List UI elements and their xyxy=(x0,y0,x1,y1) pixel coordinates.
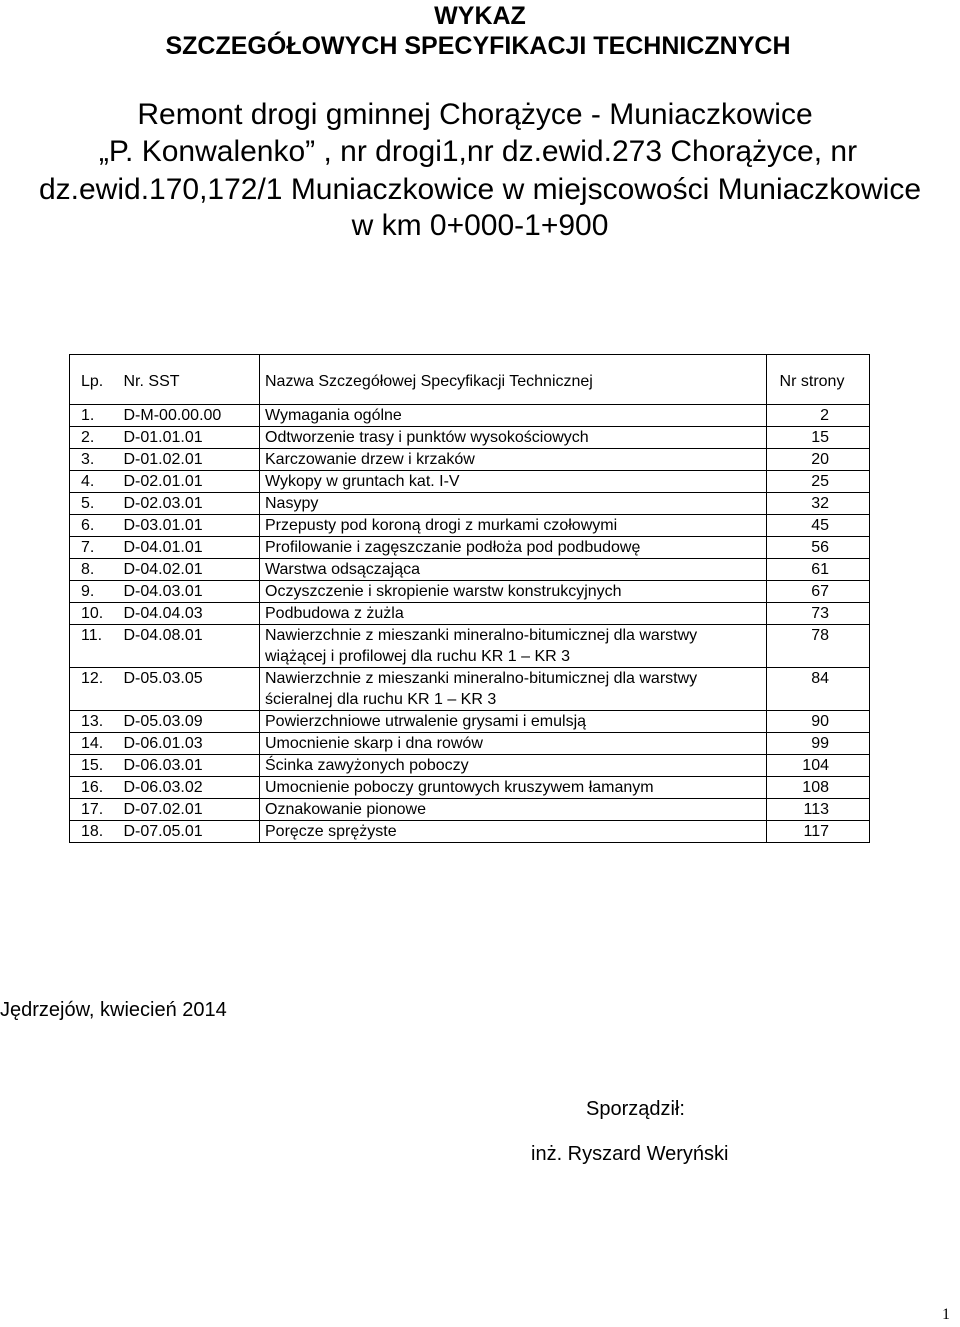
row-name-line: Wykopy w gruntach kat. I-V xyxy=(265,473,460,490)
row-name xyxy=(260,625,767,668)
row-code: D-07.05.01 xyxy=(122,821,260,843)
row-code: D-04.02.01 xyxy=(122,559,260,581)
row-code: D-03.01.01 xyxy=(122,515,260,537)
row-lp: 17. xyxy=(70,799,122,821)
table-row xyxy=(70,449,870,471)
table-header-row xyxy=(70,355,870,405)
row-page: 104 xyxy=(767,755,870,777)
row-page: 56 xyxy=(767,537,870,559)
row-code: D-M-00.00.00 xyxy=(122,405,260,427)
row-lp: 14. xyxy=(70,733,122,755)
row-lp: 9. xyxy=(70,581,122,603)
table-row xyxy=(70,799,870,821)
row-name-line: Przepusty pod koroną drogi z murkami czołowymi xyxy=(265,517,618,534)
table-row xyxy=(70,515,870,537)
row-lp: 2. xyxy=(70,427,122,449)
row-name-line: Nawierzchnie z mieszanki mineralno-bitumicznej dla warstwy xyxy=(265,627,698,644)
row-name xyxy=(260,821,767,843)
row-code: D-05.03.09 xyxy=(122,711,260,733)
table-row xyxy=(70,711,870,733)
row-lp: 8. xyxy=(70,559,122,581)
row-name xyxy=(260,405,767,427)
row-page: 61 xyxy=(767,559,870,581)
table-row xyxy=(70,733,870,755)
row-code: D-04.01.01 xyxy=(122,537,260,559)
table-row xyxy=(70,668,870,711)
header-name: Nazwa Szczegółowej Specyfikacji Technicznej xyxy=(260,355,767,405)
row-name xyxy=(260,449,767,471)
row-lp: 3. xyxy=(70,449,122,471)
row-code: D-02.01.01 xyxy=(122,471,260,493)
row-page: 2 xyxy=(767,405,870,427)
row-page: 32 xyxy=(767,493,870,515)
row-lp: 13. xyxy=(70,711,122,733)
row-name xyxy=(260,603,767,625)
row-name xyxy=(260,471,767,493)
row-name-line: Nawierzchnie z mieszanki mineralno-bitumicznej dla warstwy xyxy=(265,670,698,687)
row-name xyxy=(260,559,767,581)
place-date: Jędrzejów, kwiecień 2014 xyxy=(0,999,227,1021)
subtitle-line3: dz.ewid.170,172/1 Muniaczkowice w miejscowości Muniaczkowice xyxy=(38,173,922,206)
row-name-line: Podbudowa z żużla xyxy=(265,605,404,622)
header-page: Nr strony xyxy=(767,355,870,405)
row-lp: 7. xyxy=(70,537,122,559)
row-code: D-06.03.02 xyxy=(122,777,260,799)
row-name xyxy=(260,581,767,603)
row-page: 15 xyxy=(767,427,870,449)
row-page: 25 xyxy=(767,471,870,493)
row-code: D-04.04.03 xyxy=(122,603,260,625)
row-lp: 1. xyxy=(70,405,122,427)
row-name-line: Warstwa odsączająca xyxy=(265,561,421,578)
header-lp: Lp. xyxy=(70,355,122,405)
row-page: 108 xyxy=(767,777,870,799)
row-code: D-01.02.01 xyxy=(122,449,260,471)
row-name xyxy=(260,799,767,821)
row-name xyxy=(260,711,767,733)
row-name-line: Wymagania ogólne xyxy=(265,407,402,424)
row-page: 78 xyxy=(767,625,870,668)
table-row xyxy=(70,405,870,427)
spec-table xyxy=(69,354,870,843)
row-page: 99 xyxy=(767,733,870,755)
table-row xyxy=(70,559,870,581)
document-title-line1: WYKAZ xyxy=(434,2,526,30)
row-lp: 18. xyxy=(70,821,122,843)
row-name-line2: ścieralnej dla ruchu KR 1 – KR 3 xyxy=(265,691,497,708)
row-page: 20 xyxy=(767,449,870,471)
row-name-line: Nasypy xyxy=(265,495,319,512)
header-code: Nr. SST xyxy=(122,355,260,405)
row-page: 73 xyxy=(767,603,870,625)
row-lp: 10. xyxy=(70,603,122,625)
row-name xyxy=(260,515,767,537)
row-lp: 16. xyxy=(70,777,122,799)
subtitle-line1: Remont drogi gminnej Chorążyce - Muniaczkowice xyxy=(137,98,813,131)
row-lp: 4. xyxy=(70,471,122,493)
row-page: 84 xyxy=(767,668,870,711)
table-row xyxy=(70,427,870,449)
row-name xyxy=(260,427,767,449)
row-name-line: Poręcze sprężyste xyxy=(265,823,397,840)
subtitle-line2: „P. Konwalenko” , nr drogi1,nr dz.ewid.273 Chorążyce, nr xyxy=(98,135,858,168)
prepared-label: Sporządził: xyxy=(586,1098,685,1120)
row-lp: 6. xyxy=(70,515,122,537)
row-page: 113 xyxy=(767,799,870,821)
prepared-by: inż. Ryszard Weryński xyxy=(531,1143,729,1165)
table-row xyxy=(70,755,870,777)
row-code: D-06.03.01 xyxy=(122,755,260,777)
row-code: D-04.08.01 xyxy=(122,625,260,668)
row-lp: 5. xyxy=(70,493,122,515)
row-name xyxy=(260,668,767,711)
page-number: 1 xyxy=(942,1306,950,1323)
row-name-line2: wiążącej i profilowej dla ruchu KR 1 – KR 3 xyxy=(265,648,571,665)
row-page: 45 xyxy=(767,515,870,537)
row-code: D-02.03.01 xyxy=(122,493,260,515)
row-lp: 15. xyxy=(70,755,122,777)
row-page: 67 xyxy=(767,581,870,603)
table-row xyxy=(70,581,870,603)
row-code: D-07.02.01 xyxy=(122,799,260,821)
row-name-line: Umocnienie skarp i dna rowów xyxy=(265,735,483,752)
table-row xyxy=(70,821,870,843)
table-row xyxy=(70,625,870,668)
row-code: D-05.03.05 xyxy=(122,668,260,711)
row-name-line: Umocnienie poboczy gruntowych kruszywem łamanym xyxy=(265,779,654,796)
table-row xyxy=(70,537,870,559)
row-name xyxy=(260,777,767,799)
row-name xyxy=(260,493,767,515)
row-code: D-04.03.01 xyxy=(122,581,260,603)
row-name-line: Powierzchniowe utrwalenie grysami i emulsją xyxy=(265,713,587,730)
row-name-line: Ścinka zawyżonych poboczy xyxy=(265,757,469,774)
row-lp: 11. xyxy=(70,625,122,668)
row-name xyxy=(260,537,767,559)
table-row xyxy=(70,493,870,515)
row-code: D-06.01.03 xyxy=(122,733,260,755)
table-row xyxy=(70,777,870,799)
table-row xyxy=(70,603,870,625)
document-title-line2: SZCZEGÓŁOWYCH SPECYFIKACJI TECHNICZNYCH xyxy=(165,32,791,60)
table-row xyxy=(70,471,870,493)
row-page: 90 xyxy=(767,711,870,733)
row-name-line: Karczowanie drzew i krzaków xyxy=(265,451,475,468)
row-lp: 12. xyxy=(70,668,122,711)
row-name xyxy=(260,733,767,755)
subtitle-line4: w km 0+000-1+900 xyxy=(351,209,609,242)
row-name xyxy=(260,755,767,777)
row-name-line: Oznakowanie pionowe xyxy=(265,801,426,818)
row-name-line: Odtworzenie trasy i punktów wysokościowych xyxy=(265,429,589,446)
row-name-line: Oczyszczenie i skropienie warstw konstrukcyjnych xyxy=(265,583,622,600)
row-page: 117 xyxy=(767,821,870,843)
row-name-line: Profilowanie i zagęszczanie podłoża pod podbudowę xyxy=(265,539,641,556)
row-code: D-01.01.01 xyxy=(122,427,260,449)
